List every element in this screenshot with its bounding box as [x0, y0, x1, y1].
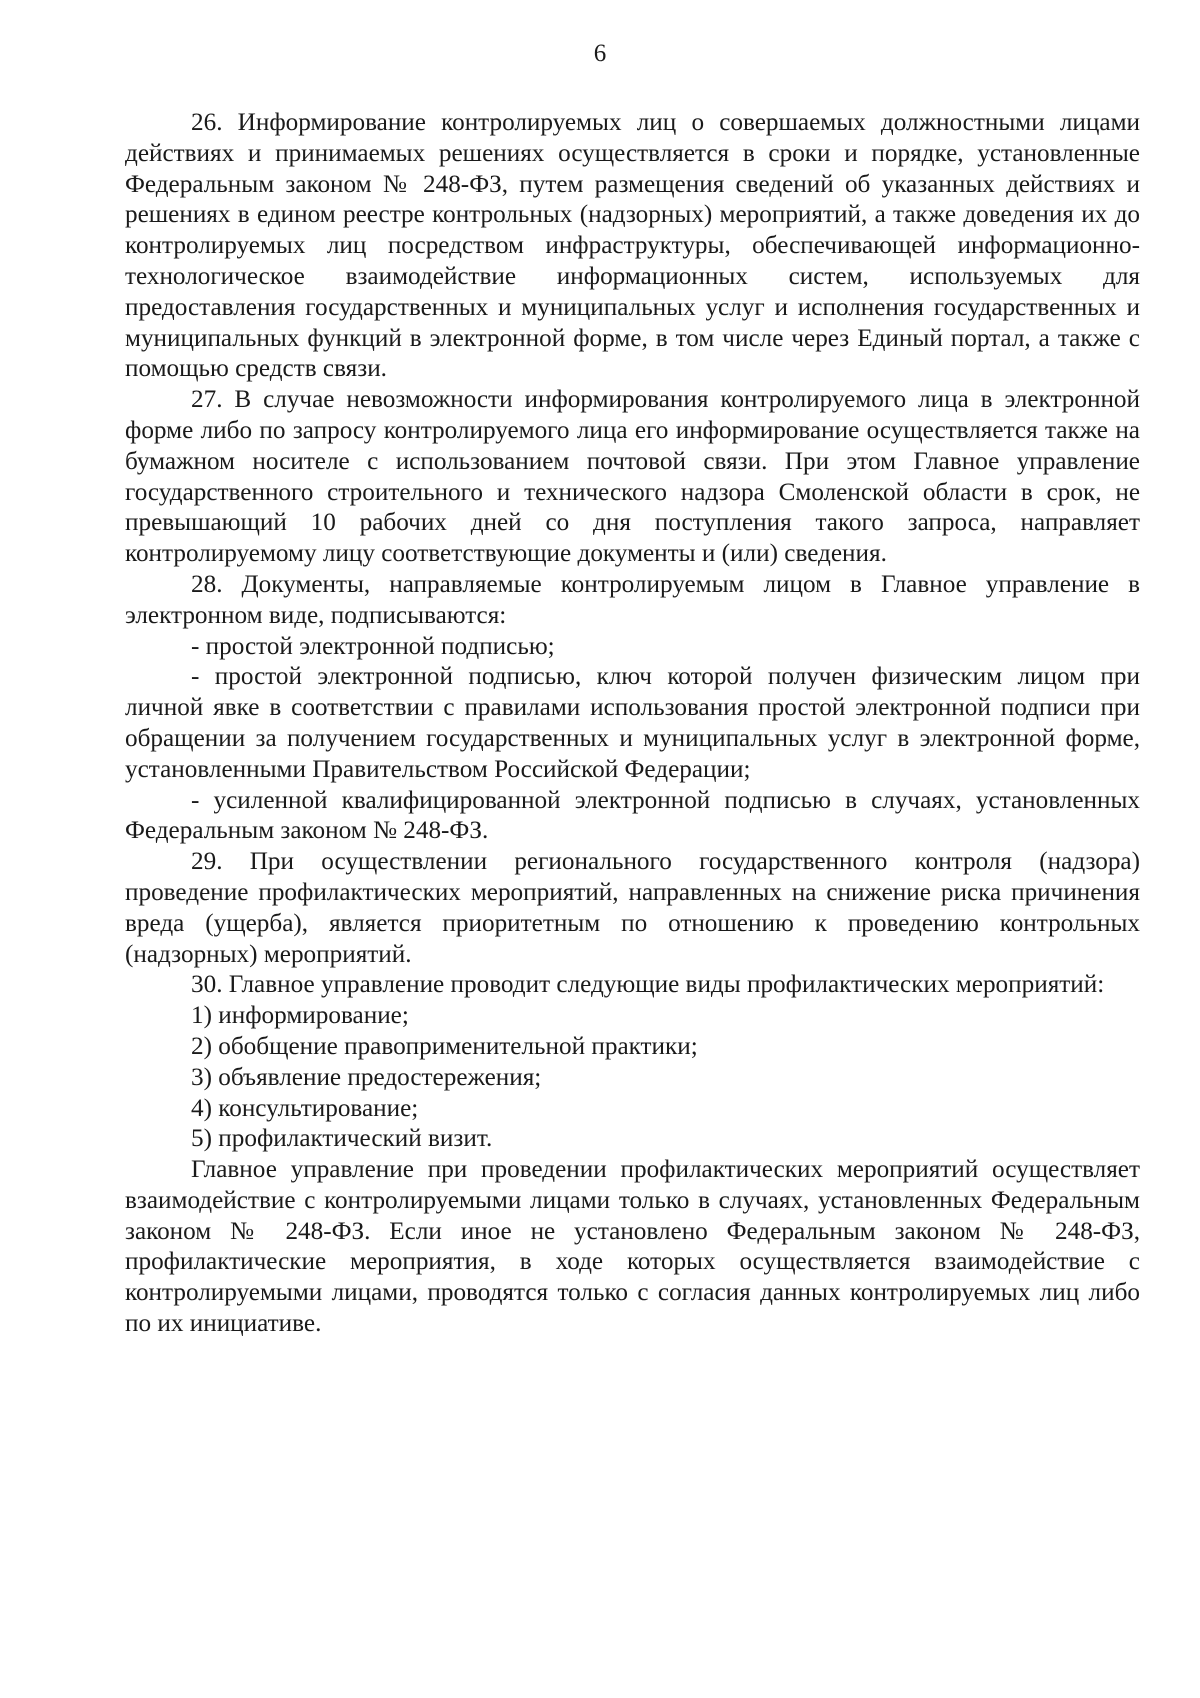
- paragraph-27: 27. В случае невозможности информирования контролируемого лица в электронной форме либо по запросу контролируемого лица его информирование осуществляется также на бумажном носителе с использованием почтовой связи. При этом Главное управление государственного строительного и технического надзора Смоленской области в срок, не превышающий 10 рабочих дней со дня поступления такого запроса, направляет контролируемому лицу соответствующие документы и (или) сведения.: [125, 386, 1140, 568]
- list-item-3: 3) объявление предостережения;: [191, 1063, 542, 1091]
- document-body: [125, 108, 1140, 1340]
- list-item-simple-signature: - простой электронной подписью;: [191, 632, 555, 660]
- list-item-4: 4) консультирование;: [191, 1094, 419, 1122]
- paragraph-28: 28. Документы, направляемые контролируемым лицом в Главное управление в электронном виде, подписываются:: [125, 570, 1140, 629]
- list-item-qualified-signature: - усиленной квалифицированной электронной подписью в случаях, установленных Федеральным законом № 248-ФЗ.: [125, 786, 1140, 845]
- list-item-1: 1) информирование;: [191, 1002, 409, 1030]
- paragraph-final: Главное управление при проведении профилактических мероприятий осуществляет взаимодействие с контролируемыми лицами только в случаях, установленных Федеральным законом № 248-ФЗ. Если иное не установлено Федеральным законом № 248-ФЗ, профилактические мероприятия, в ходе которых осуществляется взаимодействие с контролируемыми лицами, проводятся только с согласия данных контролируемых лиц либо по их инициативе.: [125, 1156, 1140, 1338]
- list-item-simple-signature-personal: - простой электронной подписью, ключ которой получен физическим лицом при личной явке в соответствии с правилами использования простой электронной подписи при обращении за получением государственных и муниципальных услуг в электронной форме, установленными Правительством Российской Федерации;: [125, 663, 1140, 783]
- list-item-5: 5) профилактический визит.: [191, 1125, 493, 1153]
- paragraph-26: 26. Информирование контролируемых лиц о совершаемых должностными лицами действиях и принимаемых решениях осуществляется в сроки и порядке, установленные Федеральным законом № 248-ФЗ, путем размещения сведений об указанных действиях и решениях в едином реестре контрольных (надзорных) мероприятий, а также доведения их до контролируемых лиц посредством инфраструктуры, обеспечивающей информационно-технологическое взаимодействие информационных систем, используемых для предоставления государственных и муниципальных услуг и исполнения государственных и муниципальных функций в электронной форме, в том числе через Единый портал, а также с помощью средств связи.: [125, 109, 1140, 383]
- list-item-2: 2) обобщение правоприменительной практики;: [191, 1032, 698, 1060]
- page-number: 6: [593, 40, 607, 67]
- paragraph-29: 29. При осуществлении регионального государственного контроля (надзора) проведение профилактических мероприятий, направленных на снижение риска причинения вреда (ущерба), является приоритетным по отношению к проведению контрольных (надзорных) мероприятий.: [125, 848, 1140, 968]
- paragraph-30: 30. Главное управление проводит следующие виды профилактических мероприятий:: [191, 971, 1105, 999]
